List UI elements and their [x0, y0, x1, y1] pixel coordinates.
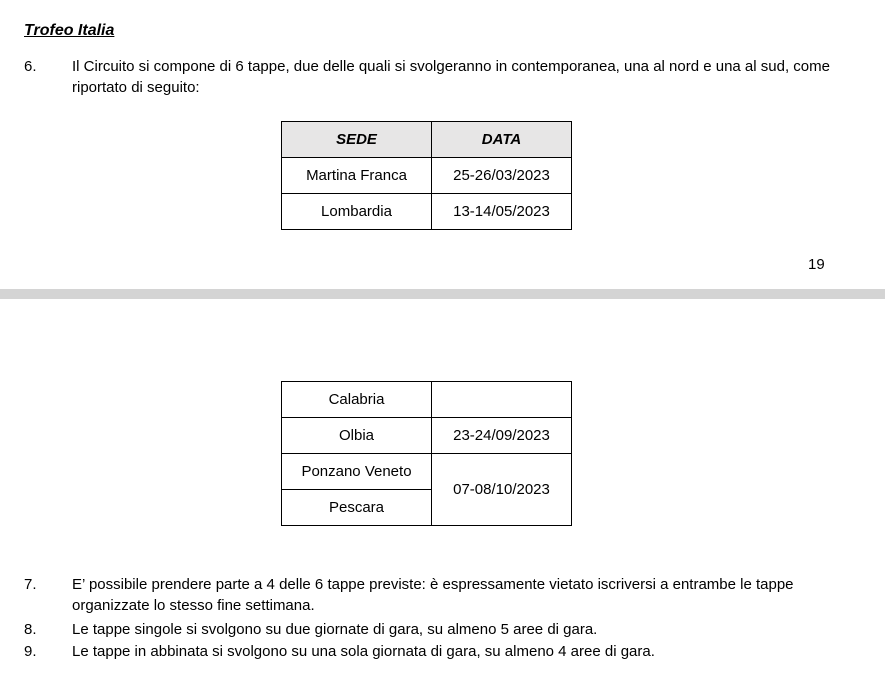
cell-data: 07-08/10/2023: [432, 454, 572, 526]
schedule-table-top: [281, 121, 572, 230]
table-row: [282, 158, 572, 194]
schedule-table-bottom: [281, 381, 572, 526]
cell-data: 23-24/09/2023: [432, 418, 572, 454]
cell-sede: Pescara: [282, 490, 432, 526]
item-text: E’ possibile prendere parte a 4 delle 6 tappe previste: è espressamente vietato iscriversi a entrambe le tappe organizzate lo stesso fine settimana.: [72, 576, 794, 614]
page-number: 19: [808, 256, 825, 273]
cell-data: 25-26/03/2023: [432, 158, 572, 194]
cell-sede: Ponzano Veneto: [282, 454, 432, 490]
cell-sede: Olbia: [282, 418, 432, 454]
page-separator: [0, 289, 885, 299]
section-title: Trofeo Italia: [24, 22, 115, 39]
cell-sede: Martina Franca: [282, 158, 432, 194]
item-number: 6.: [24, 58, 37, 75]
table-row: [282, 194, 572, 230]
table-header-row: [282, 122, 572, 158]
table-row: [282, 454, 572, 490]
item-number: 9.: [24, 643, 37, 660]
item-text: Le tappe singole si svolgono su due giornate di gara, su almeno 5 aree di gara.: [72, 621, 598, 638]
item-text: Il Circuito si compone di 6 tappe, due delle quali si svolgeranno in contemporanea, una al nord e una al sud, come riportato di seguito:: [72, 58, 830, 96]
header-sede: SEDE: [282, 122, 432, 158]
item-number: 7.: [24, 576, 37, 593]
cell-data: [432, 382, 572, 418]
cell-sede: Lombardia: [282, 194, 432, 230]
cell-sede: Calabria: [282, 382, 432, 418]
table-row: [282, 418, 572, 454]
header-data: DATA: [432, 122, 572, 158]
table-row: [282, 382, 572, 418]
item-number: 8.: [24, 621, 37, 638]
item-text: Le tappe in abbinata si svolgono su una sola giornata di gara, su almeno 4 aree di gara.: [72, 643, 655, 660]
cell-data: 13-14/05/2023: [432, 194, 572, 230]
